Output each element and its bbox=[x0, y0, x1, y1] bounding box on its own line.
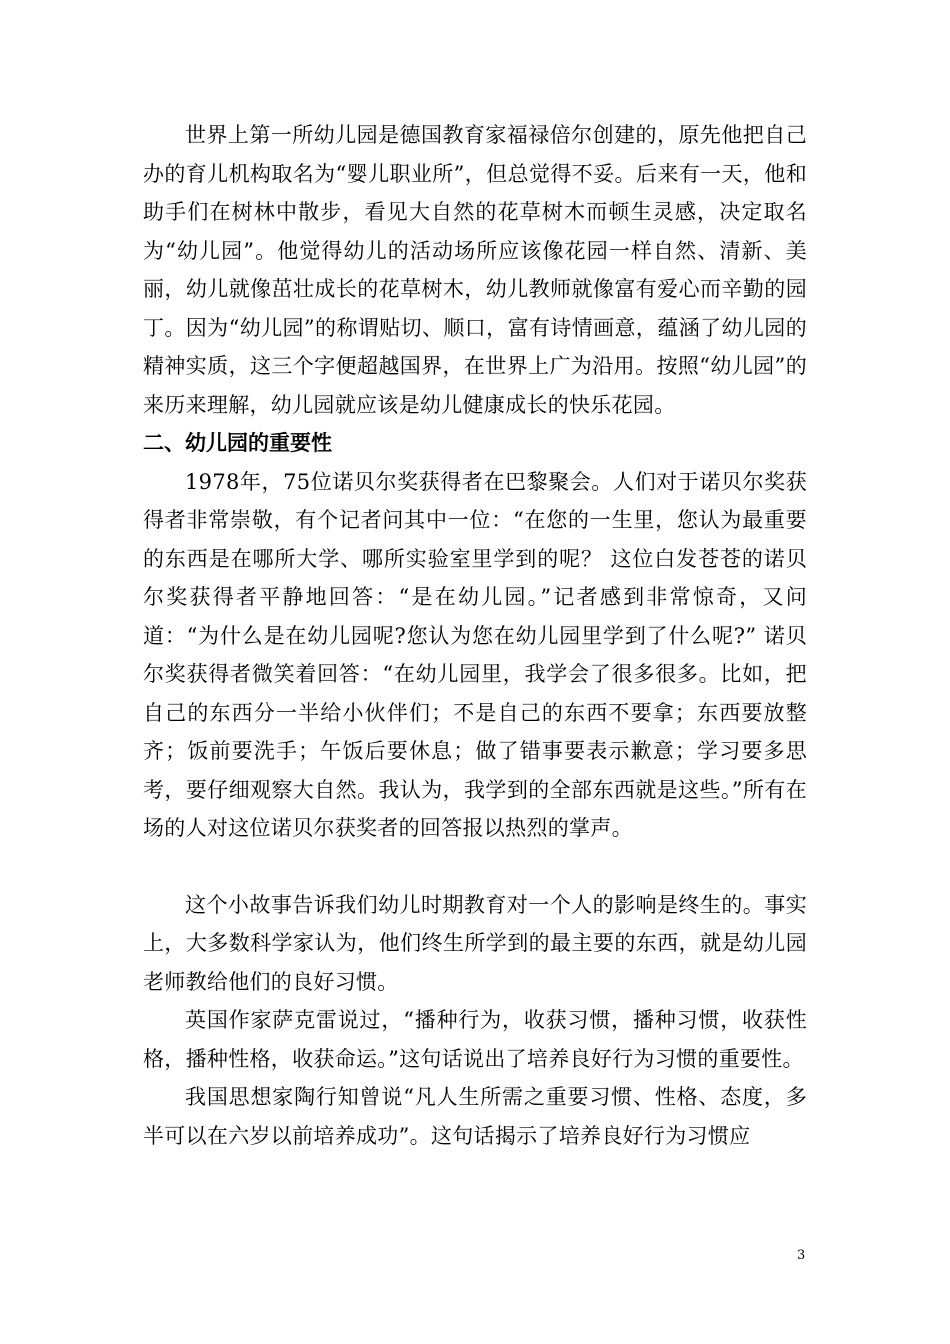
section-heading-importance: 二、幼儿园的重要性 bbox=[143, 431, 332, 455]
paragraph-story-lesson: 这个小故事告诉我们幼儿时期教育对一个人的影响是终生的。事实上，大多数科学家认为，他们终生所学到的最主要的东西，就是幼儿园老师教给他们的良好习惯。 bbox=[143, 892, 807, 994]
page-number: 3 bbox=[797, 1248, 806, 1263]
paragraph-thackeray-quote: 英国作家萨克雷说过，“播种行为，收获习惯，播种习惯，收获性格，播种性格，收获命运。”这句话说出了培养良好行为习惯的重要性。 bbox=[143, 1008, 807, 1071]
paragraph-kindergarten-origin: 世界上第一所幼儿园是德国教育家福禄倍尔创建的，原先他把自己办的育儿机构取名为“婴儿职业所”，但总觉得不妥。后来有一天，他和助手们在树林中散步，看见大自然的花草树木而顿生灵感，决定取名为“幼儿园”。他觉得幼儿的活动场所应该像花园一样自然、清新、美丽，幼儿就像茁壮成长的花草树木，幼儿教师就像富有爱心而辛勤的园丁。因为“幼儿园”的称谓贴切、顺口，富有诗情画意，蕴涵了幼儿园的精神实质，这三个字便超越国界，在世界上广为沿用。按照“幼儿园”的来历来理解，幼儿园就应该是幼儿健康成长的快乐花园。 bbox=[143, 123, 807, 417]
document-body bbox=[143, 116, 807, 1155]
paragraph-tao-xingzhi-quote: 我国思想家陶行知曾说“凡人生所需之重要习惯、性格、态度，多半可以在六岁以前培养成功”。这句话揭示了培养良好行为习惯应 bbox=[143, 1085, 807, 1148]
paragraph-spacer bbox=[143, 848, 807, 886]
paragraph-nobel-story: 1978年，75位诺贝尔奖获得者在巴黎聚会。人们对于诺贝尔奖获得者非常崇敬，有个记者问其中一位：“在您的一生里，您认为最重要的东西是在哪所大学、哪所实验室里学到的呢？ 这位白发苍苍的诺贝尔奖获得者平静地回答：“是在幼儿园。”记者感到非常惊奇，又问道：“为什么是在幼儿园呢?您认为您在幼儿园里学到了什么呢?” 诺贝尔奖获得者微笑着回答：“在幼儿园里，我学会了很多很多。比如，把自己的东西分一半给小伙伴们；不是自己的东西不要拿；东西要放整齐；饭前要洗手；午饭后要休息；做了错事要表示歉意；学习要多思考，要仔细观察大自然。我认为，我学到的全部东西就是这些。”所有在场的人对这位诺贝尔获奖者的回答报以热烈的掌声。 bbox=[143, 469, 807, 840]
